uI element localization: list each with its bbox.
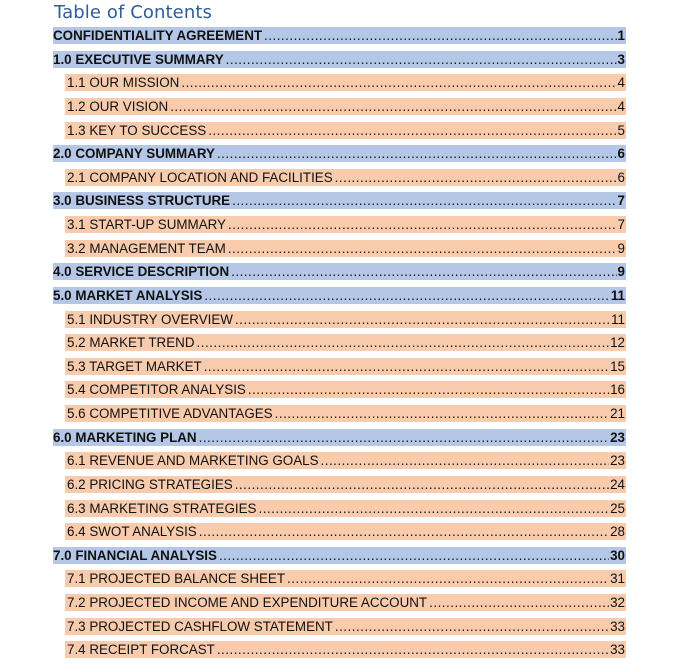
toc-entry-page-number: 23 (610, 453, 625, 468)
toc-entry-page-number: 9 (617, 241, 625, 256)
toc-subheading-entry[interactable] (65, 334, 626, 351)
toc-entry-page-number: 32 (610, 595, 625, 610)
toc-entry-page-number: 33 (610, 619, 625, 634)
toc-entry-page-number: 30 (610, 548, 625, 563)
toc-entry-label: 5.3 TARGET MARKET (67, 359, 202, 374)
toc-entry-page-number: 21 (610, 406, 625, 421)
toc-entry-label: 6.4 SWOT ANALYSIS (67, 524, 197, 539)
toc-entry-page-number: 16 (610, 382, 625, 397)
toc-dot-leader (197, 335, 610, 350)
toc-dot-leader (226, 52, 617, 67)
toc-subheading-entry[interactable] (65, 358, 626, 375)
toc-dot-leader (199, 524, 609, 539)
toc-entry-label: 7.2 PROJECTED INCOME AND EXPENDITURE ACCOUNT (67, 595, 428, 610)
toc-dot-leader (335, 619, 609, 634)
toc-entry-label: 7.0 FINANCIAL ANALYSIS (53, 548, 217, 563)
toc-subheading-entry[interactable] (65, 98, 626, 115)
toc-entry-page-number: 5 (617, 123, 625, 138)
toc-entry-label: 3.2 MANAGEMENT TEAM (67, 241, 226, 256)
toc-dot-leader (217, 146, 617, 161)
toc-entry-page-number: 15 (610, 359, 625, 374)
toc-entry-page-number: 9 (617, 264, 625, 279)
toc-dot-leader (204, 288, 610, 303)
toc-dot-leader (170, 99, 616, 114)
toc-entry-page-number: 31 (610, 571, 625, 586)
toc-dot-leader (219, 548, 609, 563)
toc-subheading-entry[interactable] (65, 500, 626, 517)
toc-entry-label: 1.1 OUR MISSION (67, 75, 180, 90)
toc-dot-leader (199, 430, 610, 445)
toc-dot-leader (287, 571, 609, 586)
toc-heading-entry[interactable] (53, 429, 626, 446)
toc-entry-label: 3.0 BUSINESS STRUCTURE (53, 193, 231, 208)
toc-subheading-entry[interactable] (65, 405, 626, 422)
toc-entry-label: 1.3 KEY TO SUCCESS (67, 123, 207, 138)
toc-dot-leader (259, 501, 610, 516)
toc-entry-label: 3.1 START-UP SUMMARY (67, 217, 226, 232)
toc-subheading-entry[interactable] (65, 641, 626, 658)
toc-title: Table of Contents (54, 2, 213, 23)
toc-subheading-entry[interactable] (65, 74, 626, 91)
toc-subheading-entry[interactable] (65, 570, 626, 587)
toc-dot-leader (275, 406, 609, 421)
toc-dot-leader (231, 264, 616, 279)
toc-dot-leader (235, 312, 610, 327)
toc-entry-label: 2.0 COMPANY SUMMARY (53, 146, 215, 161)
toc-entry-page-number: 23 (610, 430, 625, 445)
toc-dot-leader (321, 453, 610, 468)
toc-dot-leader (235, 477, 609, 492)
toc-heading-entry[interactable] (53, 51, 626, 68)
toc-dot-leader (429, 595, 609, 610)
toc-subheading-entry[interactable] (65, 381, 626, 398)
toc-subheading-entry[interactable] (65, 618, 626, 635)
toc-subheading-entry[interactable] (65, 216, 626, 233)
toc-entry-label: 6.3 MARKETING STRATEGIES (67, 501, 257, 516)
toc-entry-page-number: 24 (610, 477, 625, 492)
toc-entry-page-number: 11 (610, 288, 625, 303)
toc-dot-leader (217, 642, 609, 657)
toc-entry-page-number: 3 (617, 52, 625, 67)
toc-subheading-entry[interactable] (65, 311, 626, 328)
toc-subheading-entry[interactable] (65, 452, 626, 469)
toc-entry-label: 6.0 MARKETING PLAN (53, 430, 197, 445)
toc-entry-page-number: 12 (610, 335, 625, 350)
toc-subheading-entry[interactable] (65, 240, 626, 257)
toc-heading-entry[interactable] (53, 287, 626, 304)
toc-entry-label: 7.3 PROJECTED CASHFLOW STATEMENT (67, 619, 333, 634)
toc-entry-label: 1.2 OUR VISION (67, 99, 169, 114)
toc-heading-entry[interactable] (53, 263, 626, 280)
toc-entry-page-number: 7 (617, 193, 625, 208)
toc-entry-label: 4.0 SERVICE DESCRIPTION (53, 264, 230, 279)
toc-subheading-entry[interactable] (65, 523, 626, 540)
toc-entry-label: 7.1 PROJECTED BALANCE SHEET (67, 571, 286, 586)
toc-entry-page-number: 4 (617, 75, 625, 90)
toc-entry-page-number: 25 (610, 501, 625, 516)
toc-entry-page-number: 4 (617, 99, 625, 114)
toc-entry-label: 1.0 EXECUTIVE SUMMARY (53, 52, 224, 67)
toc-heading-entry[interactable] (53, 27, 626, 44)
toc-dot-leader (264, 28, 617, 43)
toc-dot-leader (181, 75, 616, 90)
toc-entry-page-number: 33 (610, 642, 625, 657)
toc-entry-label: 7.4 RECEIPT FORCAST (67, 642, 215, 657)
toc-dot-leader (248, 382, 609, 397)
toc-subheading-entry[interactable] (65, 476, 626, 493)
toc-entry-page-number: 28 (610, 524, 625, 539)
toc-entry-page-number: 1 (617, 28, 625, 43)
toc-entry-label: 5.2 MARKET TREND (67, 335, 195, 350)
toc-dot-leader (228, 241, 617, 256)
toc-entry-label: 5.6 COMPETITIVE ADVANTAGES (67, 406, 273, 421)
toc-entry-page-number: 6 (617, 170, 625, 185)
toc-entry-label: 5.1 INDUSTRY OVERVIEW (67, 312, 233, 327)
toc-heading-entry[interactable] (53, 145, 626, 162)
toc-dot-leader (204, 359, 609, 374)
toc-entry-page-number: 7 (617, 217, 625, 232)
toc-dot-leader (228, 217, 617, 232)
toc-entry-page-number: 6 (617, 146, 625, 161)
toc-dot-leader (232, 193, 616, 208)
toc-dot-leader (208, 123, 616, 138)
toc-subheading-entry[interactable] (65, 594, 626, 611)
toc-subheading-entry[interactable] (65, 122, 626, 139)
toc-heading-entry[interactable] (53, 547, 626, 564)
toc-entry-page-number: 11 (611, 312, 625, 327)
toc-dot-leader (335, 170, 617, 185)
toc-entry-label: 6.1 REVENUE AND MARKETING GOALS (67, 453, 319, 468)
toc-entry-label: 6.2 PRICING STRATEGIES (67, 477, 233, 492)
toc-subheading-entry[interactable] (65, 169, 626, 186)
toc-entry-label: 5.4 COMPETITOR ANALYSIS (67, 382, 246, 397)
toc-entry-label: 5.0 MARKET ANALYSIS (53, 288, 203, 303)
toc-entry-label: 2.1 COMPANY LOCATION AND FACILITIES (67, 170, 333, 185)
toc-entry-label: CONFIDENTIALITY AGREEMENT (53, 28, 263, 43)
toc-heading-entry[interactable] (53, 192, 626, 209)
